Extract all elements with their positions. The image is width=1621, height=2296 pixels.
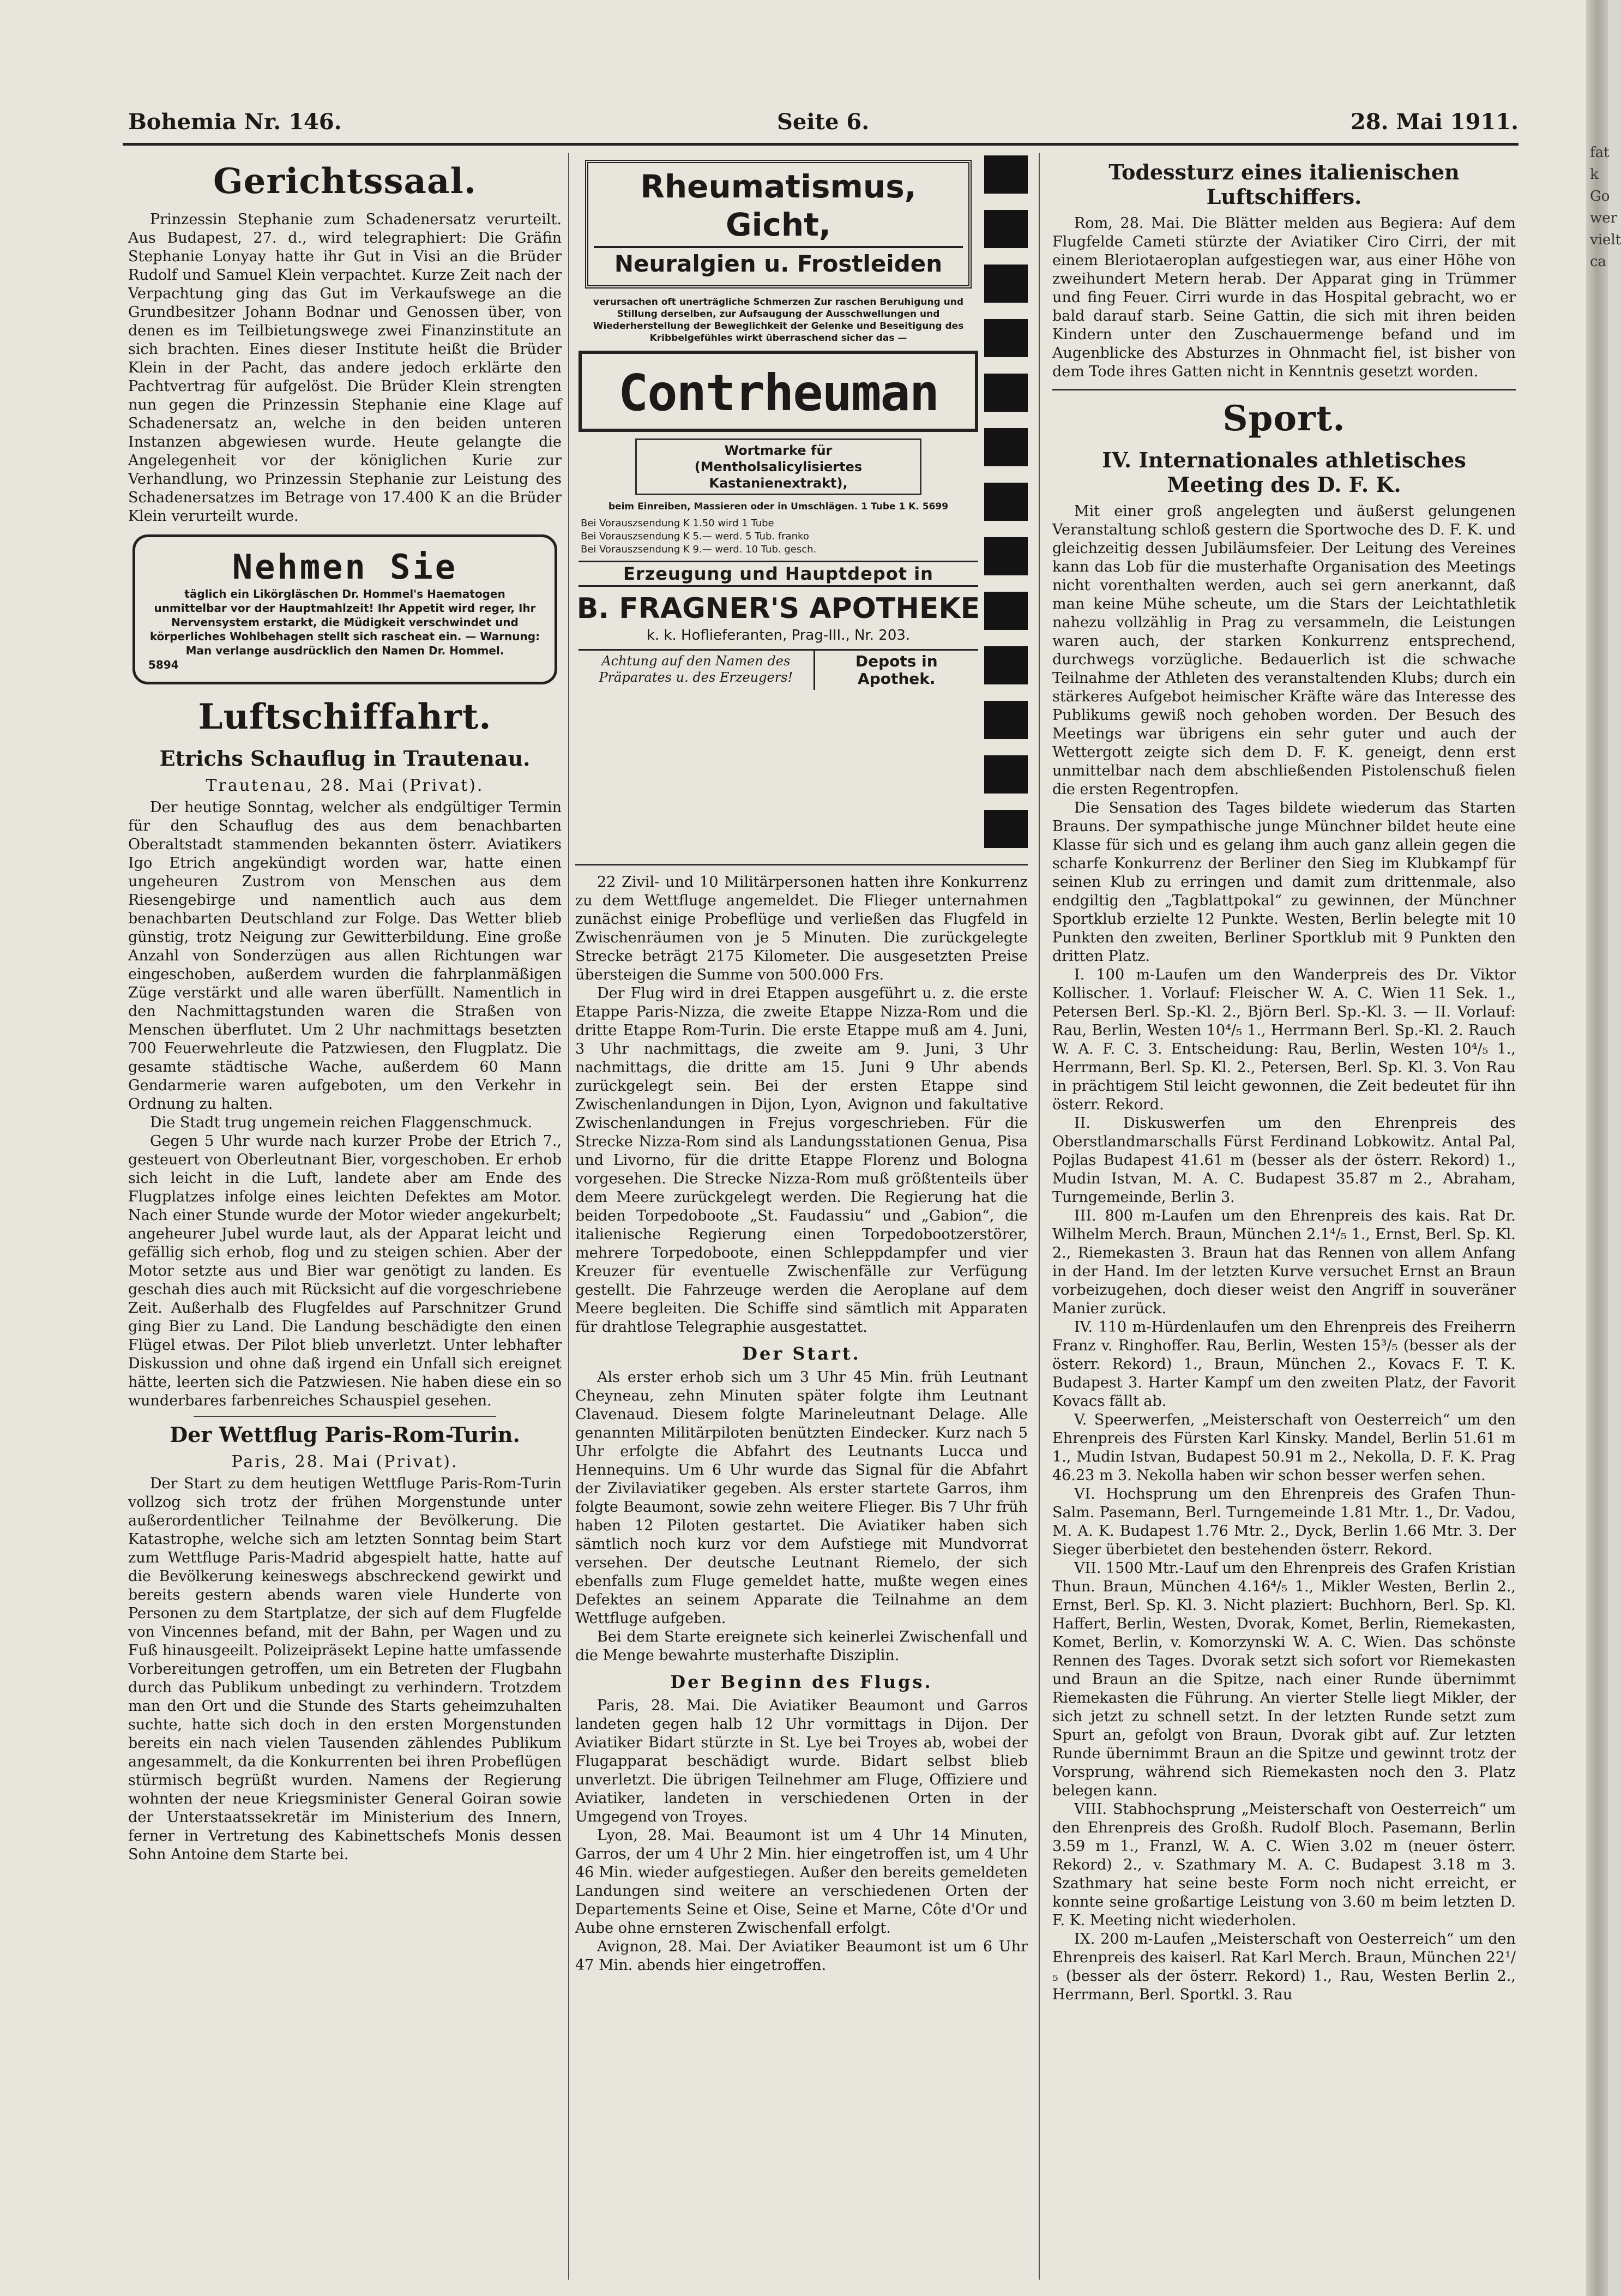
paragraph: Als erster erhob sich um 3 Uhr 45 Min. früh Leutnant Cheyneau, zehn Minuten später folgte ihm Leutnant Clavenaud. Diesem folgte Marineleutnant Delage. Alle genannten Militärpiloten benützten Eindecker. Kurz nach 5 Uhr erfolgte die Abfahrt des Leutnants Lucca und Hennequins. Um 6 Uhr wurde das Signal für die Abfahrt der Zivilaviatiker gegeben. Als erster startete Garros, ihm folgte Beaumont, sowie zehn weitere Flieger. Bis 7 Uhr früh haben 12 Piloten gestartet. Die Aviatiker haben sich sämtlich noch kurz vor dem Aufstiege mit Mundvorrat versehen. Der deutsche Leutnant Riemelo, der sich ebenfalls zum Fluge gemeldet hatte, mußte wegen eines Defektes an seinem Apparate die Teilnahme an dem Wettfluge aufgeben. — [575, 1369, 1028, 1627]
ad-hommel-code: 5894 — [148, 658, 179, 671]
paragraph: Paris, 28. Mai. Die Aviatiker Beaumont und Garros landeten gegen halb 12 Uhr vormittags in Dijon. Der Aviatiker Bidart stürzte in St. Lye bei Troyes ab, wobei der Flugapparat beschädigt wurde. Bidart selbst blieb unverletzt. Die übrigen Teilnehmer am Fluge, Offiziere und Aviatiker, landeten in verschiedenen Orten in der Umgegend von Troyes. — [575, 1697, 1028, 1825]
ad-stripe — [984, 374, 1028, 412]
ad-address: k. k. Hoflieferanten, Prag-III., Nr. 203. — [646, 627, 911, 644]
masthead — [128, 109, 1518, 142]
ad-warning: Achtung auf den Namen des Präparates u. des Erzeugers! — [599, 653, 793, 685]
paragraph: 22 Zivil- und 10 Militärpersonen hatten ihre Konkurrenz zu dem Wettfluge angemeldet. Die Flieger unternahmen zunächst einige Probeflüge und verließen das Flugfeld in Zwischenräumen von je 5 Minuten. Die zurückgelegte Strecke beträgt 2175 Kilometer. Die ausgesetzten Preise übersteigen die Summe von 500.000 Frs. — [575, 874, 1028, 983]
column-rule-2 — [1039, 153, 1040, 2280]
ad-hommel-headline: Nehmen Sie — [232, 547, 458, 587]
sport-result: VI. Hochsprung um den Ehrenpreis des Grafen Thun-Salm. Pasemann, Berl. Turngemeinde 1.81 Mtr. 1., Dr. Vadou, M. A. K. Budapest 1.76 Mtr. 2., Dyck, Berlin 1.66 Mtr. 3. Der Sieger überbietet den bestehenden österr. Rekord. — [1052, 1486, 1516, 1558]
subhead-beginn: Der Beginn des Flugs. — [670, 1672, 933, 1692]
ad-stripe — [984, 810, 1028, 848]
sport-result: VII. 1500 Mtr.-Lauf um den Ehrenpreis des Grafen Kristian Thun. Braun, München 4.16⁴/₅ 1., Mikler Westen, Berlin 2., Ernst, Berl. Sp. Kl. 3. Nicht plaziert: Buchhorn, Berl. Sp. Kl. Haffert, Berlin, Westen, Dvorak, Komet, Berlin, Riemekasten, Komet, Berlin, v. Komorzynski W. A. C. Wien. Das schönste Rennen des Tages. Dvorak setzt sich sofort vor Riemekasten und Braun an die Spitze, nach einer Runde übernimmt Riemekasten die Führung. An vierter Stelle liegt Mikler, der sich jetzt zu schnell setzt. In der letzten Runde setzt zum Spurt an, gefolgt von Braun, Dvorak gibt auf. Zur letzten Runde übernimmt Braun an die Spitze und gewinnt trotz der Vorsprung, während sich Riemekasten noch den 3. Platz belegen kann. — [1052, 1560, 1516, 1799]
ad-wortmarke: Wortmarke für (Mentholsalicylisiertes Kastanienextrakt), — [635, 438, 921, 495]
ad-depots: Depots in Apothek. — [813, 651, 978, 690]
divider — [575, 864, 1028, 865]
article-title-meeting: IV. Internationales athletisches Meeting des D. F. K. — [1102, 448, 1466, 497]
ad-prices — [581, 517, 976, 556]
ad-brand-contrheuman: Contrheuman — [579, 351, 978, 432]
paragraph: Der Start zu dem heutigen Wettfluge Paris-Rom-Turin vollzog sich trotz der frühen Morgenstunde unter außerordentlicher Teilnahme der Bevölkerung. Die Katastrophe, welche sich am letzten Sonntag beim Start zum Wettfluge Paris-Madrid abgespielt hatte, hatte auf die Bevölkerung keineswegs abschreckend gewirkt und bereits gestern abends waren viele Hunderte von Personen zu dem Startplatze, der sich auf dem Flugfelde von Vincennes befand, mit der Bahn, per Wagen und zu Fuß hinausgeeilt. Polizeipräsekt Lepine hatte umfassende Vorbereitungen getroffen, um ein Betreten der Flugbahn durch das Publikum unbedingt zu verhindern. Trotzdem man den Ort und die Stunde des Starts geheimzuhalten suchte, hatte sich doch in den ersten Morgenstunden bereits ein nach vielen Tausenden zählendes Publikum angesammelt, da die Konkurrenten bei ihren Probeflügen stürmisch begrüßt wurden. Namens der Regierung wohnten der neue Kriegsminister General Goiran sowie der Unterstaatssekretär im Ministerium des Innern, ferner in Vertretung des Kabinettschefs Monis dessen Sohn Antoine dem Starte bei. — [128, 1475, 562, 1863]
ad-stripe — [984, 265, 1028, 303]
paragraph: Die Stadt trug ungemein reichen Flaggenschmuck. — [150, 1114, 533, 1131]
sport-result: VIII. Stabhochsprung „Meisterschaft von Oesterreich“ um den Ehrenpreis des Großh. Rudolf Bloch. Pasemann, Berlin 3.59 m 1., Franzl, W. A. C. Wien 3.02 m (neuer österr. Rekord) 2., v. Szathmary M. A. C. Budapest 3.18 m 3. Szathmary hat seine beste Form noch nicht erreicht, er konnte seine großartige Leistung von 3.60 m beim letzten D. F. K. Meeting nicht wiederholen. — [1052, 1801, 1516, 1929]
ad-apotheke-name: B. FRAGNER'S APOTHEKE — [576, 592, 980, 625]
ad-stripe — [984, 210, 1028, 248]
paragraph: Der heutige Sonntag, welcher als endgültiger Termin für den Schauflug des aus dem benachbarten Oberaltstadt stammenden bekannten österr. Aviatikers Igo Etrich angekündigt worden war, hatte einen ungeheuren Zustrom von Menschen aus dem Riesengebirge und namentlich auch aus dem benachbarten Deutschland zur Folge. Das Wetter blieb günstig, trotz Neigung zur Gewitterbildung. Eine große Anzahl von Sonderzügen aus allen Richtungen war eingeschoben, außerdem wurden die fahrplanmäßigen Züge verstärkt und alle waren überfüllt. Namentlich in den Nachmittagstunden waren die Straßen von Menschen überflutet. Um 2 Uhr nachmittags besetzten 700 Feuerwehrleute die Patzwiesen, den Flugplatz. Die gesamte städtische Wache, außerdem 60 Mann Gendarmerie waren aufgeboten, um den Verkehr in Ordnung zu halten. — [128, 799, 562, 1113]
subhead-start: Der Start. — [742, 1343, 861, 1364]
dateline-trautenau: Trautenau, 28. Mai (Privat). — [206, 776, 484, 795]
ad-stripe — [984, 755, 1028, 794]
paragraph: Mit einer groß angelegten und äußerst gelungenen Veranstaltung schloß gestern die Sportwoche des D. F. K. und gleichzeitig dessen Jubiläumsfeier. Der Leitung des Vereines kann das Lob für die musterhafte Organisation des Meetings nicht vorenthalten werden, auch sei gern anerkannt, daß man keine Mühe scheute, um die Stars der Leichtathletik nahezu vollzählig in Prag zu versammeln, die Leistungen waren auch, der starken Konkurrenz entsprechend, durchwegs vorzügliche. Bedauerlich ist die schwache Teilnahme der Athleten des veranstaltenden Klubs; durch ein stärkeres Aufgebot heimischer Kräfte wäre das Interesse des Publikums gewiß noch gehoben worden. Der Besuch des Meetings war übrigens ein sehr guter und auch der Wettergott zeigte sich dem D. F. K. geneigt, denn erst unmittelbar nach dem abschließenden Pistolenschuß fielen die ersten Regentropfen. — [1052, 503, 1516, 798]
ad-headline-box — [585, 160, 972, 288]
masthead-date: 28. Mai 1911. — [1350, 109, 1518, 135]
ad-contrheuman-body — [575, 155, 981, 848]
edge-text: fat k Go wer vielt ca — [1590, 145, 1621, 270]
ad-stripe — [984, 701, 1028, 739]
sport-result: IX. 200 m-Laufen „Meisterschaft von Oesterreich“ um den Ehrenpreis des kaiserl. Rat Karl Merch. Braun, München 22¹/₅ (besser als der österr. Rekord) 1., Rau, Westen Berlin 2., Herrmann, Berl. Sportkl. 3. Rau — [1052, 1931, 1516, 2003]
divider — [194, 1416, 496, 1417]
page-binding — [1586, 0, 1621, 2296]
ad-usage: beim Einreiben, Massieren oder in Umschlägen. 1 Tube 1 K. 5699 — [608, 501, 949, 512]
sport-result: II. Diskuswerfen um den Ehrenpreis des Oberstlandmarschalls Fürst Ferdinand Lobkowitz. Antal Pal, Pojlas Budapest 41.61 m (besser als der österr. Rekord) 1., Mudin Istvan, M. A. C. Budapest 35.87 m 2., Abraham, Turngemeinde, Berlin 3. — [1052, 1115, 1516, 1206]
sport-result: III. 800 m-Laufen um den Ehrenpreis des kais. Rat Dr. Wilhelm Merch. Braun, München 2.1⁴/₅ 1., Ernst, Berl. Sp. Kl. 2., Riemekasten 3. Braun hat das Rennen von allem Anfang in der Hand. Im der letzten Kurve versuchet Ernst an Braun vorbeizugehen, doch dieser weist den Angriff in souveräner Manier zurück. — [1052, 1207, 1516, 1317]
paragraph: Bei dem Starte ereignete sich keinerlei Zwischenfall und die Menge bewahrte musterhafte Disziplin. — [575, 1628, 1028, 1664]
ad-stripe — [984, 592, 1028, 630]
column-3 — [1052, 155, 1516, 2282]
column-2 — [575, 155, 1028, 2282]
ad-footer — [579, 649, 978, 690]
ad-price-line: Bei Vorauszsendung K 5.— werd. 5 Tub. franko — [581, 531, 809, 542]
masthead-page-number: Seite 6. — [777, 109, 870, 135]
ad-stripe — [984, 319, 1028, 357]
paragraph: Gegen 5 Uhr wurde nach kurzer Probe der Etrich 7., gesteuert von Oberleutnant Bier, vorgeschoben. Er erhob sich leicht in die Luft, landete aber am Ende des Flugplatzes infolge eines leichten Defektes am Motor. Nach einer Stunde wurde der Motor wieder angekurbelt; angeheurer Jubel wurde laut, als der Apparat leicht und gefällig sich erhob, flog und zu steigen schien. Aber der Motor setzte aus und Bier war genötigt zu landen. Es geschah dies auch mit Rücksicht auf die vorgeschriebene Zeit. Außerhalb des Flugfeldes auf Parschnitzer Grund ging Bier zu Land. Die Landung beschädigte den einen Flügel etwas. Der Pilot blieb unverletzt. Unter lebhafter Diskussion und ohne daß irgend ein Unfall sich ereignet hätte, leerten sich die Patzwiesen. Nie haben diese ein so wunderbares farbenreiches Schauspiel gesehen. — [128, 1133, 562, 1409]
ad-stripe — [984, 483, 1028, 521]
ad-erzeugung: Erzeugung und Hauptdepot in — [579, 561, 978, 587]
ad-price-line: Bei Vorauszsendung K 1.50 wird 1 Tube — [581, 518, 774, 529]
sport-result: IV. 110 m-Hürdenlaufen um den Ehrenpreis des Freiherrn Franz v. Ringhoffer. Rau, Berlin, Westen 15³/₅ (besser als der österr. Rekord) 1., Braun, München 2., Kovacs F. T. K. Budapest 3. Harter Kampf um den zweiten Platz, der Favorit Kovacs fällt ab. — [1052, 1319, 1516, 1410]
masthead-paper-issue: Bohemia Nr. 146. — [128, 109, 342, 135]
column-1 — [128, 155, 562, 2282]
paragraph: Rom, 28. Mai. Die Blätter melden aus Begiera: Auf dem Flugfelde Cameti stürzte der Aviatiker Ciro Cirri, der mit einem Bleriotaeroplan aufgestiegen war, aus einer Höhe von zweihundert Metern herab. Der Apparat ging in Trümmer und fing Feuer. Cirri wurde in das Hospital gebracht, wo er bald darauf starb. Seine Gattin, die sich mit ihren beiden Kindern unter den Zuschauermenge befand und im Augenblicke des Absturzes in Ohnmacht fiel, ist bisher von dem Tode ihres Gatten nicht in Kenntnis gesetzt worden. — [1052, 215, 1516, 380]
ad-contrheuman — [575, 155, 1028, 856]
divider — [1052, 389, 1516, 390]
section-title-luftschiffahrt: Luftschiffahrt. — [198, 696, 492, 737]
ad-stripe — [984, 537, 1028, 575]
sport-result: V. Speerwerfen, „Meisterschaft von Oesterreich“ um den Ehrenpreis des Fürsten Karl Kinsky. Mandel, Berlin 51.61 m 1., Mudin Istvan, Budapest 50.91 m 2., Nekolla, D. F. K. Prag 46.23 m 3. Nekolla haben wir schon besser werfen sehen. — [1052, 1411, 1516, 1484]
paragraph: Der Flug wird in drei Etappen ausgeführt u. z. die erste Etappe Paris-Nizza, die zweite Etappe Nizza-Rom und die dritte Etappe Rom-Turin. Die erste Etappe muß am 4. Juni, 3 Uhr nachmittags, die zweite am 9. Juni, 3 Uhr nachmittags, die dritte am 15. Juni 9 Uhr abends zurückgelegt sein. Bei der ersten Etappe sind Zwischenlandungen in Dijon, Lyon, Avignon und fakultative Zwischenlandungen in Frejus vorgeschrieben. Für die Strecke Nizza-Rom sind als Landungsstationen Genua, Pisa und Livorno, für die dritte Etappe Florenz und Bologna vorgesehen. Die Strecke Nizza-Rom muß größtenteils über dem Meere zurückgelegt werden. Die Regierung hat die beiden Torpedoboote „St. Faudassiu“ und „Gabion“, die italienische Regierung einen Torpedobootzerstörer, mehrere Torpedoboote, einen Schleppdampfer und vier Kreuzer für eventuelle Zwischenfälle zur Verfügung gestellt. Die Fahrzeuge werden die Aeroplane auf dem Meere begleiten. Die Schiffe sind sämtlich mit Apparaten für drahtlose Telegraphie ausgestattet. — [575, 985, 1028, 1336]
paragraph: Avignon, 28. Mai. Der Aviatiker Beaumont ist um 6 Uhr 47 Min. abends hier eingetroffen. — [575, 1938, 1028, 1974]
section-title-gerichtssaal: Gerichtssaal. — [213, 161, 477, 202]
article-title-wettflug: Der Wettflug Paris-Rom-Turin. — [170, 1422, 520, 1447]
sport-result: I. 100 m-Laufen um den Wanderpreis des Dr. Viktor Kollischer. 1. Vorlauf: Fleischer W. A. C. Wien 11 Sek. 1., Petersen Berl. Sp.-Kl. 2., Björn Berl. Sp.-Kl. 3. — II. Vorlauf: Rau, Berlin, Westen 10⁴/₅ 1., Herrmann Berl. Sp.-Kl. 2. Rauch W. A. F. C. 3. Entscheidung: Rau, Berlin, Westen 10⁴/₅ 1., Herrmann, Berl. Sp. Kl. 2., Petersen, Berl. Sp. Kl. 3. Von Rau in prächtigem Stil leicht gewonnen, die Zeit bedeutet für ihn österr. Rekord. — [1052, 966, 1516, 1113]
ad-stripe — [984, 428, 1028, 466]
column-rule-1 — [568, 153, 569, 2280]
ad-hommel-text: täglich ein Likörgläschen Dr. Hommel's Haematogen unmittelbar vor der Hauptmahlzeit! Ihr Appetit wird reger, Ihr Nervensystem erstarkt, die Müdigkeit verschwindet und körperliches Wohlbehagen stellt sich rascheat ein. — Warnung: Man verlange ausdrücklich den Namen Dr. Hommel. — [149, 587, 540, 657]
dateline-paris: Paris, 28. Mai (Privat). — [231, 1452, 459, 1471]
ad-headline-rheumatismus: Rheumatismus, Gicht, — [594, 167, 963, 248]
ad-hommel — [132, 534, 557, 684]
article-stephanie: Prinzessin Stephanie zum Schadenersatz verurteilt. Aus Budapest, 27. d., wird telegraphiert: Die Gräfin Stephanie Lonyay hatte ihr Gut in Visi an die Brüder Rudolf und Samuel Klein verpachtet. Kurze Zeit nach der Verpachtung ging das Gut im Verkaufswege an die Grundbesitzer Johann Bodnar und Genossen über, von denen es im Teilbietungswege zwei Finanzinstitute an sich brachten. Eines dieser Institute heißt die Brüder Klein in der Pacht, das andere jedoch erklärte den Pachtvertrag für aufgelöst. Die Brüder Klein strengten nun gegen die Prinzessin Stephanie eine Klage auf Schadenersatz an, welche in den beiden unteren Instanzen abgewiesen wurde. Heute gelangte die Angelegenheit vor der königlichen Kurie zur Verhandlung, wo Prinzessin Stephanie zur Leistung des Schadenersatzes im Betrage von 17.400 K an die Brüder Klein verurteilt wurde. — [128, 211, 562, 525]
ad-price-line: Bei Vorauszsendung K 9.— werd. 10 Tub. gesch. — [581, 544, 817, 555]
ad-stripe — [984, 646, 1028, 684]
paragraph: Lyon, 28. Mai. Beaumont ist um 4 Uhr 14 Minuten, Garros, der um 4 Uhr 2 Min. hier eingetroffen ist, um 4 Uhr 46 Min. wieder aufgestiegen. Außer den bereits gemeldeten Landungen sind weitere an verschiedenen Orten der Departements Seine et Oise, Seine et Marne, Côte d'Or und Aube ohne ernsteren Zwischenfall erfolgt. — [575, 1827, 1028, 1937]
article-title-etrich: Etrichs Schauflug in Trautenau. — [159, 746, 531, 771]
paragraph: Die Sensation des Tages bildete wiederum das Starten Brauns. Der sympathische junge Münchner bildet heute eine Klasse für sich und es gelang ihm auch ganz allein gegen die scharfe Konkurrenz der Berliner den Sieg im Klubkampf für seinen Klub zu erringen und damit zum drittenmale, also endgiltig den „Tagblattpokal“ zu gewinnen, der Münchner Sportklub erzielte 12 Punkte. Westen, Berlin belegte mit 10 Punkten den zweiten, Berliner Sportklub mit 9 Punkten den dritten Platz. — [1052, 800, 1516, 965]
ad-stripe — [984, 155, 1028, 194]
article-title-todessturz: Todessturz eines italienischen Luftschiffers. — [1108, 160, 1460, 209]
masthead-rule — [123, 143, 1518, 146]
ad-fine-print: verursachen oft unerträgliche Schmerzen Zur raschen Beruhigung und Stillung derselben, zur Aufsaugung der Ausschwellungen und Wiederherstellung der Beweglichkeit der Gelenke und Beseitigung des Kribbelgefühles wirkt überraschend sicher das — — [593, 297, 964, 344]
ad-headline-neuralgien: Neuralgien u. Frostleiden — [614, 250, 943, 277]
section-title-sport: Sport. — [1222, 398, 1346, 439]
